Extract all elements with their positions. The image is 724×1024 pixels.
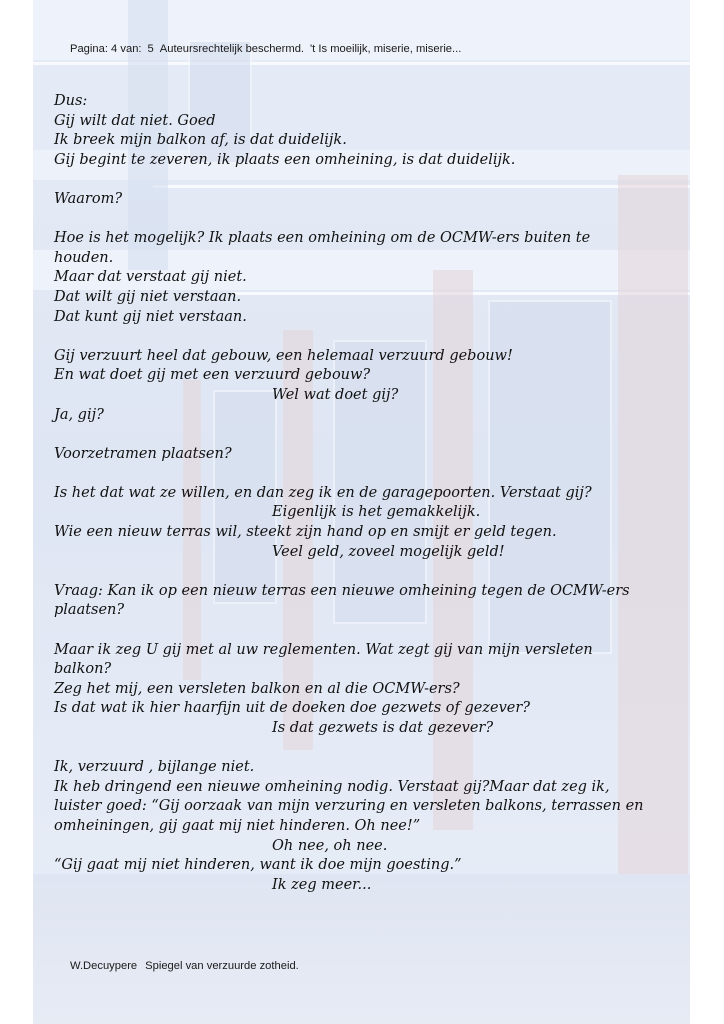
text-line: Waarom? <box>54 190 123 207</box>
text-line: Voorzetramen plaatsen? <box>54 445 232 462</box>
blank-line <box>54 210 684 230</box>
text-line: Vraag: Kan ik op een nieuw terras een nieuwe omheining tegen de OCMW-ers <box>54 582 630 599</box>
text-line: Wel wat doet gij? <box>272 386 399 403</box>
page-header <box>70 43 467 55</box>
text-line: Hoe is het mogelijk? Ik plaats een omheining om de OCMW-ers buiten te <box>54 230 591 247</box>
text-line: houden. <box>54 249 114 266</box>
text-line: Is dat wat ik hier haarfijn uit de doeken doe gezwets of gezever? <box>54 700 531 717</box>
text-line: Wie een nieuw terras wil, steekt zijn hand op en smijt er geld tegen. <box>54 524 557 541</box>
text-line: Ik, verzuurd , bijlange niet. <box>54 759 255 776</box>
text-line: Ik breek mijn balkon af, is dat duidelijk. <box>54 132 347 149</box>
text-line: luister goed: “Gij oorzaak van mijn verzuring en versleten balkons, terrassen en <box>54 798 644 815</box>
text-line: Ik zeg meer... <box>272 876 372 893</box>
work-title: Spiegel van verzuurde zotheid. <box>145 960 299 972</box>
text-line: Ja, gij? <box>54 406 104 423</box>
text-line: balkon? <box>54 661 112 678</box>
text-line: Maar ik zeg U gij met al uw reglementen. Wat zegt gij van mijn versleten <box>54 641 593 658</box>
text-line: Is het dat wat ze willen, en dan zeg ik en de garagepoorten. Verstaat gij? <box>54 484 592 501</box>
page-label: Pagina: 4 van: <box>70 43 142 55</box>
text-line: Ik heb dringend een nieuwe omheining nodig. Verstaat gij?Maar dat zeg ik, <box>54 778 610 795</box>
blank-line <box>54 464 684 484</box>
blank-line <box>54 562 684 582</box>
page-total: 5 <box>147 43 154 55</box>
text-line: Dus: <box>54 93 88 109</box>
text-line: Veel geld, zoveel mogelijk geld! <box>272 543 505 560</box>
page-footer <box>70 960 307 972</box>
blank-line <box>54 327 684 347</box>
blank-line <box>54 739 684 759</box>
text-line: Gij begint te zeveren, ik plaats een omheining, is dat duidelijk. <box>54 151 516 168</box>
text-line: Dat wilt gij niet verstaan. <box>54 288 242 305</box>
text-line: Eigenlijk is het gemakkelijk. <box>272 504 481 521</box>
blank-line <box>54 170 684 190</box>
blank-line <box>54 425 684 445</box>
text-line: Gij wilt dat niet. Goed <box>54 112 216 129</box>
text-line: Gij verzuurt heel dat gebouw, een helemaal verzuurd gebouw! <box>54 347 513 364</box>
blank-line <box>54 621 684 641</box>
text-line: En wat doet gij met een verzuurd gebouw? <box>54 367 371 384</box>
author-name: W.Decuypere <box>70 960 138 972</box>
text-line: Is dat gezwets is dat gezever? <box>272 720 494 736</box>
document-title: 't Is moeilijk, miserie, miserie... <box>310 43 462 55</box>
text-line: plaatsen? <box>54 602 125 619</box>
text-line: “Gij gaat mij niet hinderen, want ik doe mijn goesting.” <box>54 857 462 874</box>
poem-body <box>54 92 684 895</box>
copyright-notice: Auteursrechtelijk beschermd. <box>159 43 305 55</box>
text-line: omheiningen, gij gaat mij niet hinderen. Oh nee!” <box>54 817 421 834</box>
text-line: Dat kunt gij niet verstaan. <box>54 308 247 325</box>
text-line: Zeg het mij, een versleten balkon en al die OCMW-ers? <box>54 680 460 697</box>
text-line: Maar dat verstaat gij niet. <box>54 269 247 286</box>
text-line: Oh nee, oh nee. <box>272 837 388 854</box>
